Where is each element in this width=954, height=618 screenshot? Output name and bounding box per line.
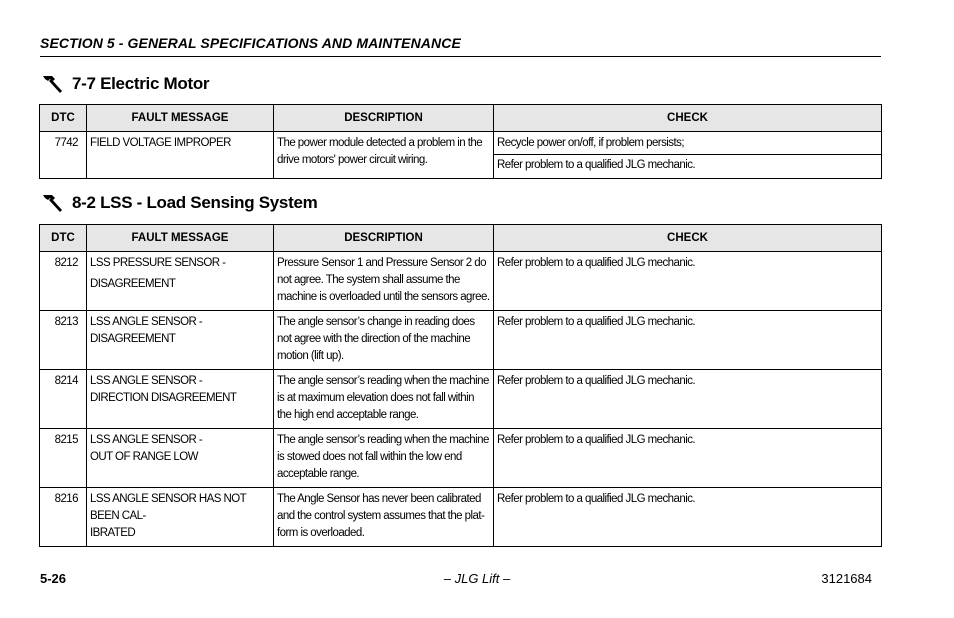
fault-cell [87,252,274,311]
table-header-row [40,225,882,252]
hammer-icon [40,192,64,214]
table-row [40,132,882,179]
section-header: SECTION 5 - GENERAL SPECIFICATIONS AND MAINTENANCE [40,35,881,57]
column-header-description: DESCRIPTION [274,105,494,132]
check-cell: Refer problem to a qualified JLG mechanic. [494,252,882,311]
column-header-fault-message: FAULT MESSAGE [87,225,274,252]
column-header-dtc: DTC [40,225,87,252]
table-row [40,488,882,547]
hammer-icon [40,73,64,95]
check-cell [494,132,882,179]
description-cell: The angle sensor’s reading when the machine is stowed does not fall within the low end acceptable range. [274,429,494,488]
fault-line: LSS ANGLE SENSOR - [90,375,203,387]
fault-line: LSS PRESSURE SENSOR - [90,257,226,269]
dtc-cell: 8214 [40,370,87,429]
description-cell: The Angle Sensor has never been calibrated and the control system assumes that the plat-form is overloaded. [274,488,494,547]
fault-cell [87,488,274,547]
footer-publisher: – JLG Lift – [443,571,511,586]
lss-title: 8-2 LSS - Load Sensing System [72,193,318,212]
dtc-cell: 8213 [40,311,87,370]
check-line: Recycle power on/off, if problem persists; [497,137,684,149]
fault-line: DIRECTION DISAGREEMENT [90,392,237,404]
fault-cell [87,429,274,488]
table-row [40,370,882,429]
fault-cell: FIELD VOLTAGE IMPROPER [87,132,274,179]
check-cell: Refer problem to a qualified JLG mechanic. [494,488,882,547]
divider [494,154,881,155]
column-header-check: CHECK [494,225,882,252]
table-row [40,429,882,488]
table-row [40,311,882,370]
description-cell: The power module detected a problem in the drive motors' power circuit wiring. [274,132,494,179]
fault-line: LSS ANGLE SENSOR - [90,316,203,328]
table-row [40,252,882,311]
check-cell: Refer problem to a qualified JLG mechanic. [494,370,882,429]
check-cell: Refer problem to a qualified JLG mechanic. [494,311,882,370]
dtc-cell: 7742 [40,132,87,179]
page-number: 5-26 [40,571,67,586]
table-header-row [40,105,882,132]
fault-line: DISAGREEMENT [90,278,176,290]
column-header-check: CHECK [494,105,882,132]
column-header-description: DESCRIPTION [274,225,494,252]
fault-line: LSS ANGLE SENSOR HAS NOT BEEN CAL- [90,493,246,522]
electric-motor-title: 7-7 Electric Motor [72,74,210,93]
fault-line: LSS ANGLE SENSOR - [90,434,203,446]
fault-line: IBRATED [90,527,136,539]
electric-motor-heading [40,73,209,95]
fault-line: DISAGREEMENT [90,333,176,345]
dtc-cell: 8212 [40,252,87,311]
fault-line: OUT OF RANGE LOW [90,451,198,463]
lss-heading [40,192,317,214]
fault-cell [87,370,274,429]
description-cell: The angle sensor’s change in reading does not agree with the direction of the machine motion (lift up). [274,311,494,370]
dtc-cell: 8215 [40,429,87,488]
description-cell: Pressure Sensor 1 and Pressure Sensor 2 do not agree. The system shall assume the machine is overloaded until the sensors agree. [274,252,494,311]
dtc-cell: 8216 [40,488,87,547]
column-header-dtc: DTC [40,105,87,132]
electric-motor-table [39,104,882,179]
check-line: Refer problem to a qualified JLG mechanic. [497,159,696,171]
column-header-fault-message: FAULT MESSAGE [87,105,274,132]
lss-table [39,224,882,547]
document-number: 3121684 [821,571,872,586]
check-cell: Refer problem to a qualified JLG mechanic. [494,429,882,488]
description-cell: The angle sensor’s reading when the machine is at maximum elevation does not fall within the high end acceptable range. [274,370,494,429]
fault-cell [87,311,274,370]
